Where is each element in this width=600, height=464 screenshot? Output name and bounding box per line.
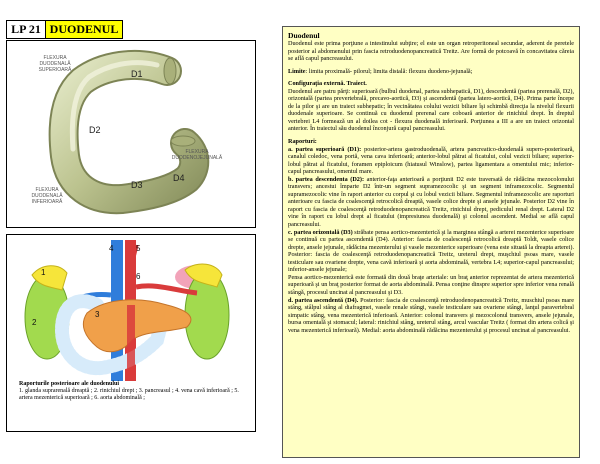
- caption-body: 1. glanda suprarenală dreaptă ; 2. rinichiul drept ; 3. pancreasul ; 4. vena cavă inferioară ; 5. artera mezenterică superioară ; 6. aorta abdominală ;: [19, 388, 239, 402]
- limits-text: : limita proximală- pilorul; limita distală: flexura duodeno-jejunală;: [305, 67, 473, 75]
- label-d2: D2: [89, 125, 101, 135]
- limits-label: Limite: [288, 67, 306, 75]
- lesson-number: LP 21: [6, 20, 46, 39]
- lesson-title: DUODENUL: [46, 20, 123, 39]
- num-3: 3: [95, 310, 100, 319]
- config-title: Configuraţia externă. Traiect.: [288, 80, 367, 88]
- lesson-header: [6, 20, 123, 39]
- label-d4: D4: [173, 173, 185, 183]
- caption-title: Raporturile posterioare ale duodenului: [19, 381, 120, 387]
- relations-title: Raporturi:: [288, 138, 317, 146]
- relations-b: b. partea descendenta (D2): anterior-faţa anterioară a porţiunii D2 este traversată de rădăcina mezocolonului transvers; ancestui împarte D2 într-un segment supramezocolic şi un segment inframezocolic. Segmentul supramezocolic vine în raport anterior cu corpul şi cu lobul vezicii biliare. Segmentul inframezocolic are raporturi anterioare cu fascia de coalescenţă retrocolică dreaptă, vasele colice drepte şi ansele jejunale. Posterior D2 vine în raport cu fascia de coalescenţă retroduodenopancreatică Treitz, rinichiul drept, pediculul renal drept. Lateral D2 vine în raport cu lobul drept al ficatului (impresiunea duodenală) şi colonul ascendent. Medial se află capul pancreasului.: [288, 175, 574, 229]
- num-1: 1: [41, 268, 46, 277]
- limits-paragraph: [288, 68, 574, 76]
- label-flexura-inf-2: DUODENALĂ: [31, 193, 63, 199]
- section-title: Duodenul: [288, 31, 320, 40]
- relations-d: d. partea ascendentă (D4). Posterior: fascia de coalescenţă retroduodenopancreatică Treitz, muschiul psoas mare stâng, stâlpul stâng al diafragmei, vasele renale stângi, vasele testiculare sau ovariene stângi, lanţul paravertebral simpatic stâng, vena mezenterică inferioară. Anterior: colonul transvers şi mezocolonul transvers, ansele jejunale, bursa omentală şi stomacul; lateral: rinichiul stâng, ureterul stâng, arcul vascular Treitz ( format din artera colică şi vena mezenterică inferioară). Medial: aorta abdominală rădăcina mezenterului şi procesul uncinat al pancreasului.: [288, 296, 574, 334]
- label-flexura-inf-3: INFERIOARĂ: [31, 199, 63, 205]
- label-flexura-sup-1: FLEXURA: [43, 55, 67, 61]
- figure-caption: [19, 381, 241, 403]
- relations-a: a. partea superioară (D1): posterior-artera gastroduodenală, artera pancreatico-duodenală supero-posterioară, canalul coledoc, vena portă, vena cava inferioară; anterior-lobul pătrat al ficatului, colul vezicii biliare; superior-lobul pătrat al ficatului, foramen epiploicum (hiatusul Winslow), partea ligamentara a omentului mic; inferior-capul pancreasului, omentul mare.: [288, 145, 574, 176]
- duodenum-shape-figure: [6, 40, 256, 228]
- duodenum-illustration: [7, 41, 255, 227]
- label-flexura-duojej-1: FLEXURA: [185, 149, 209, 155]
- config-paragraph: Duodenul are patru părţi: superioară (bulbul duodenal, partea subhepatică, D1), descendentă (partea prerenală, D2), orizontală (partea prevertebrală, precavo-aortică, D3) şi ascendentă (partea latero-aortică, D4). Prima parte începe de la pilor şi are un traiect subhepatic; în vecinătatea colului vezicii biliare îşi schimbă direcţia la nivelul flexurii duodenale superioare. Se continuă cu duodenul prerenal care coboară anterior de rinichiul drept. În dreptul vertebrei L4 formează un al doilea cot - flexura duodenală inferioară. Porţiunea a III a are un traiect orizontal anterior. În traiectul său duodenul înconjură capul pancreasului.: [288, 87, 574, 133]
- label-d1: D1: [131, 69, 143, 79]
- label-d3: D3: [131, 180, 143, 190]
- label-flexura-sup-2: DUODENALĂ: [39, 61, 71, 67]
- num-6: 6: [136, 272, 141, 281]
- label-flexura-duojej-2: DUODENOJEJUNALĂ: [171, 155, 223, 161]
- num-2: 2: [32, 318, 37, 327]
- relations-c: c. partea orizontală (D3) străbate pensa aortico-mezenterică şi la marginea stângă a arterei mezenterice superioare se continuă cu partea ascendentă (D4). Anterior: fascia de coalescenţă retrocolică dreaptă Toldt, vasele colice drepte, ansele jejunale, rădăcina mezenterului şi vasele mezenterice superioare (vena este situată la dreapta arterei). Posterior: fascia de coalescenţă retroduodenopancreatică Treitz, ureterul drept, muşchiul psoas mare, vasele testiculare sau ovariene drepte, vena cavă inferioară şi aorta abdominală, vertebra L4; superior-capul pancreasului; inferior-ansele jejunale;: [288, 228, 575, 274]
- intro-paragraph: Duodenul este prima porţiune a intestinului subţire; el este un organ retroperitoneal secundar, aderent de peretele posterior al abdomenului prin fascia retroduodenopancreatică Treitz. Are formă de potcoavă în concavitatea căreia se află capul pancreasului.: [288, 40, 574, 63]
- duodenum-text-panel: [282, 26, 580, 458]
- relations-c-pensa: Pensa aortico-mezenterică este formată din două braţe arteriale: un braţ anterior reprezentat de artera mezenterică superioară şi un braţ posterior format de aorta abdominală. Pensa conţine dinspre superior spre inferior vena renală stângă, procesul uncinat al pancreasului şi D3.: [288, 273, 574, 296]
- num-5: 5: [136, 244, 141, 253]
- label-flexura-sup-3: SUPERIOARĂ: [38, 67, 72, 73]
- label-flexura-inf-1: FLEXURA: [35, 187, 59, 193]
- num-4: 4: [109, 244, 114, 253]
